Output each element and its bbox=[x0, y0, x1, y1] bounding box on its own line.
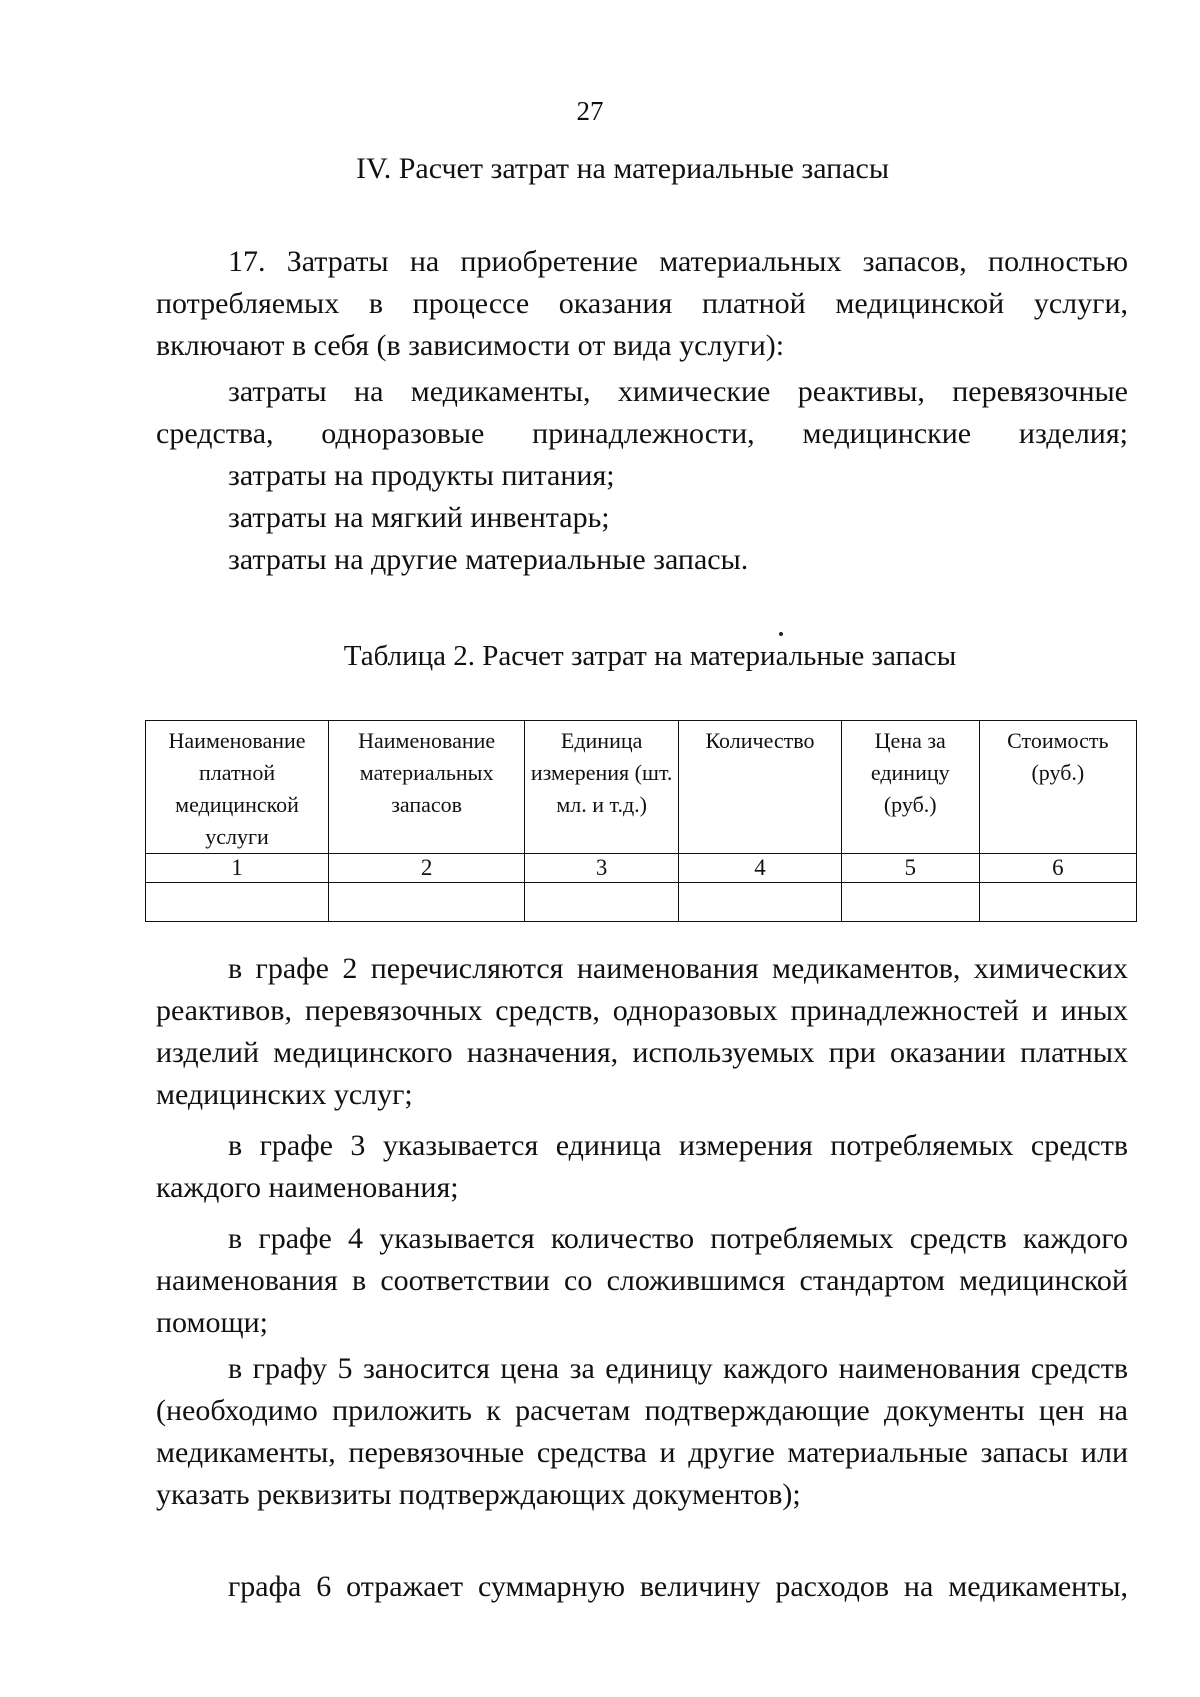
table-cell bbox=[146, 883, 329, 922]
table-column-number-row bbox=[146, 854, 1137, 883]
table-caption: Таблица 2. Расчет затрат на материальные запасы bbox=[343, 640, 957, 672]
table-cell bbox=[525, 883, 679, 922]
table-header-cell: Количество bbox=[679, 721, 842, 854]
table-row bbox=[146, 883, 1137, 922]
table-header-cell: Наименование платной медицинской услуги bbox=[146, 721, 329, 854]
table-header-cell: Стоимость (руб.) bbox=[979, 721, 1136, 854]
table-cell bbox=[329, 883, 525, 922]
intro-paragraph: 17. Затраты на приобретение материальных запасов, полностью потребляемых в процессе оказания платной медицинской услуги, включают в себя (в зависимости от вида услуги): bbox=[156, 245, 1128, 362]
table-cell: 4 bbox=[679, 854, 842, 883]
note-paragraph: в графе 3 указывается единица измерения потребляемых средств каждого наименования; bbox=[156, 1129, 1128, 1204]
table-cell: 3 bbox=[525, 854, 679, 883]
table-header-cell: Наименование материальных запасов bbox=[329, 721, 525, 854]
scan-speck bbox=[779, 632, 783, 636]
note-paragraph: в графу 5 заносится цена за единицу каждого наименования средств (необходимо приложить к расчетам подтверждающие документы цен на медикаменты, перевязочные средства и другие материальные запасы или указать реквизиты подтверждающих документов); bbox=[156, 1352, 1128, 1511]
list-item: затраты на продукты питания; bbox=[228, 459, 615, 492]
page-number: 27 bbox=[576, 96, 604, 126]
table-header-cell: Цена за единицу (руб.) bbox=[841, 721, 979, 854]
list-item: затраты на медикаменты, химические реактивы, перевязочные средства, одноразовые принадлежности, медицинские изделия; bbox=[156, 375, 1128, 450]
note-paragraph: графа 6 отражает суммарную величину расходов на медикаменты, bbox=[228, 1570, 1128, 1603]
table-cell: 1 bbox=[146, 854, 329, 883]
cost-items-list bbox=[156, 371, 1128, 581]
list-item: затраты на другие материальные запасы. bbox=[228, 543, 749, 576]
materials-cost-table bbox=[145, 720, 1137, 922]
table-cell: 5 bbox=[841, 854, 979, 883]
table-header-cell: Единица измерения (шт. мл. и т.д.) bbox=[525, 721, 679, 854]
table-cell: 2 bbox=[329, 854, 525, 883]
table-cell bbox=[841, 883, 979, 922]
table-cell: 6 bbox=[979, 854, 1136, 883]
list-item: затраты на мягкий инвентарь; bbox=[228, 501, 610, 534]
table-cell bbox=[979, 883, 1136, 922]
table-header-row bbox=[146, 721, 1137, 854]
note-paragraph: в графе 2 перечисляются наименования медикаментов, химических реактивов, перевязочных средств, одноразовых принадлежностей и иных изделий медицинского назначения, используемых при оказании платных медицинских услуг; bbox=[156, 952, 1128, 1111]
section-title: IV. Расчет затрат на материальные запасы bbox=[355, 152, 890, 185]
note-paragraph: в графе 4 указывается количество потребляемых средств каждого наименования в соответствии со сложившимся стандартом медицинской помощи; bbox=[156, 1222, 1128, 1339]
table-cell bbox=[679, 883, 842, 922]
